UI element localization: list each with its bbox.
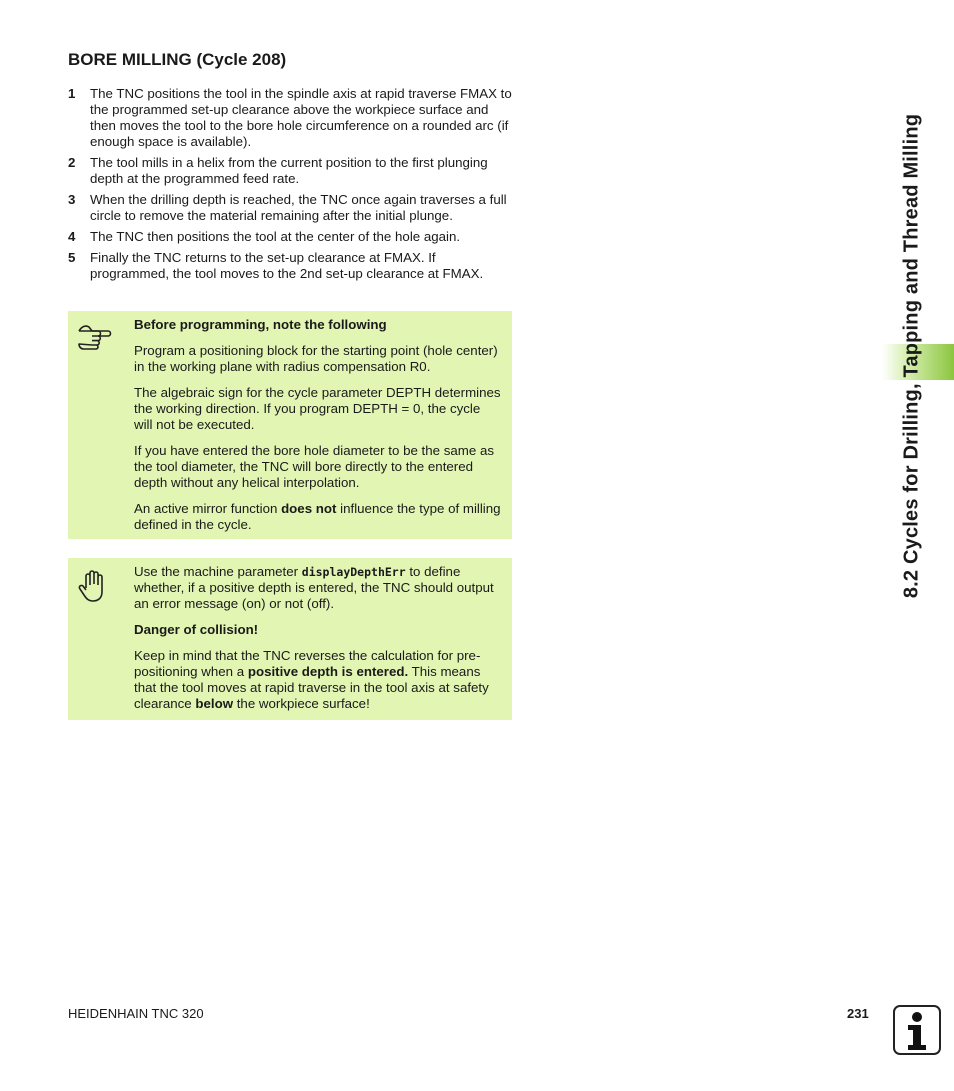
section-title: BORE MILLING (Cycle 208) <box>68 50 287 69</box>
text-run: An active mirror function <box>134 501 282 516</box>
step-number: 1 <box>68 86 76 101</box>
list-item <box>68 192 513 224</box>
step-number: 2 <box>68 155 76 170</box>
chapter-title-text: 8.2 Cycles for Drilling, Tapping and Thread Milling <box>900 113 923 599</box>
list-item <box>68 155 513 187</box>
step-text: The TNC then positions the tool at the center of the hole again. <box>90 229 461 244</box>
note-paragraph: The algebraic sign for the cycle parameter DEPTH determines the working direction. If you program DEPTH = 0, the cycle will not be executed. <box>134 385 501 432</box>
raised-hand-icon <box>76 568 112 604</box>
pointing-hand-icon <box>76 317 112 353</box>
list-item <box>68 250 513 282</box>
text-run: influence the type of milling defined in the cycle. <box>134 501 501 532</box>
text-run: Use the machine parameter <box>134 564 302 579</box>
step-text: The tool mills in a helix from the current position to the first plunging depth at the programmed feed rate. <box>90 155 488 186</box>
step-text: When the drilling depth is reached, the TNC once again traverses a full circle to remove the material remaining after the initial plunge. <box>90 192 507 223</box>
note-paragraph <box>134 501 502 533</box>
warning-paragraph <box>134 564 502 612</box>
text-run: the workpiece surface! <box>233 696 370 711</box>
note-paragraph: If you have entered the bore hole diameter to be the same as the tool diameter, the TNC will bore directly to the entered depth without any helical interpolation. <box>134 443 494 490</box>
text-run: to define whether, if a positive depth is entered, the TNC should output an error message (on) or not (off). <box>134 564 494 611</box>
code-term: displayDepthErr <box>301 565 406 579</box>
warning-paragraph <box>134 648 502 712</box>
list-item <box>68 86 513 150</box>
step-list <box>68 86 513 287</box>
list-item <box>68 229 513 245</box>
note-box <box>68 311 512 539</box>
note-paragraph: Program a positioning block for the starting point (hole center) in the working plane with radius compensation R0. <box>134 343 498 374</box>
step-text: Finally the TNC returns to the set-up clearance at FMAX. If programmed, the tool moves to the 2nd set-up clearance at FMAX. <box>90 250 484 281</box>
footer-manual-name: HEIDENHAIN TNC 320 <box>68 1006 204 1021</box>
text-run: Keep in mind that the TNC reverses the calculation for pre-positioning when a <box>134 648 481 679</box>
info-icon <box>893 1005 941 1055</box>
step-number: 4 <box>68 229 76 244</box>
page-number: 231 <box>847 1006 869 1021</box>
emphasis: does not <box>281 501 337 516</box>
step-text: The TNC positions the tool in the spindle axis at rapid traverse FMAX to the programmed set-up clearance above the workpiece surface and then moves the tool to the bore hole circumference on a rounded arc (if enough space is available). <box>90 86 512 149</box>
note-heading: Before programming, note the following <box>134 317 387 332</box>
emphasis: positive depth is entered. <box>247 664 409 679</box>
emphasis: below <box>195 696 234 711</box>
warning-box <box>68 558 512 720</box>
info-glyph <box>895 1007 939 1053</box>
step-number: 3 <box>68 192 76 207</box>
text-run: This means that the tool moves at rapid traverse in the tool axis at safety clearance <box>134 664 489 711</box>
step-number: 5 <box>68 250 76 265</box>
warning-heading: Danger of collision! <box>134 622 259 637</box>
